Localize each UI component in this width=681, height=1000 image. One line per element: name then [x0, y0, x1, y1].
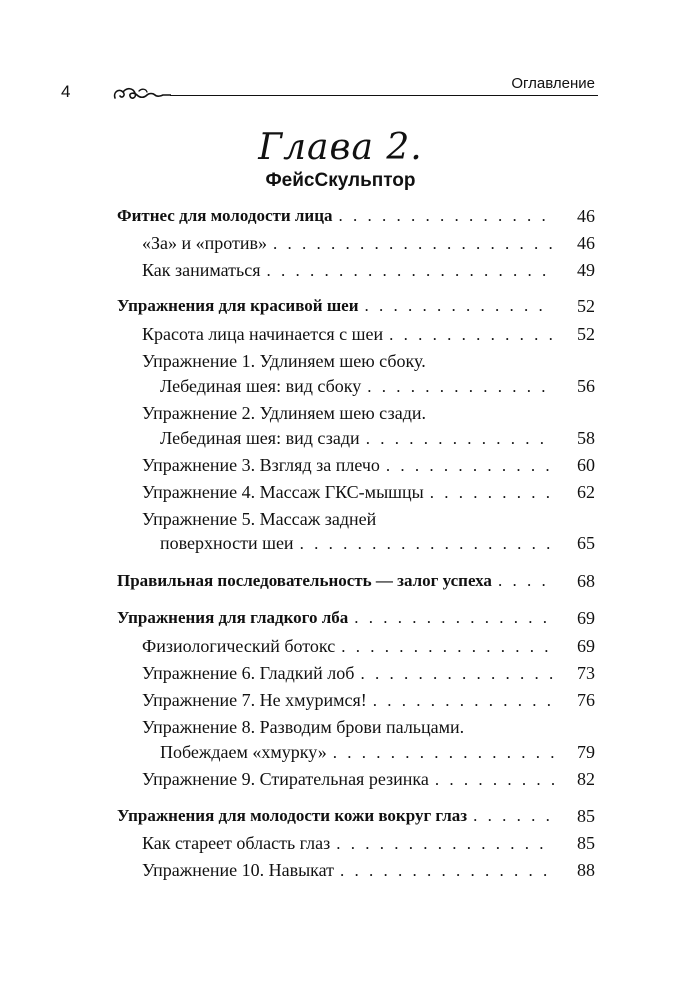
dot-leader [430, 483, 554, 503]
toc-entry-first-line: Упражнение 1. Удлиняем шею сбоку. [142, 351, 426, 371]
dot-leader [373, 691, 554, 711]
toc-page-number: 85 [577, 806, 595, 826]
toc-page-number: 73 [577, 663, 595, 683]
toc-entry-title: Упражнение 3. Взгляд за плечо [142, 455, 380, 475]
dot-leader [360, 664, 554, 684]
toc-section-entry[interactable] [0, 571, 681, 598]
toc-subentry[interactable] [0, 376, 681, 403]
toc-entry-title: Упражнение 4. Массаж ГКС-мышцы [142, 482, 424, 502]
toc-entry-title: Упражнения для молодости кожи вокруг глаз [117, 806, 468, 825]
toc-entry-title: Упражнение 7. Не хмуримся! [142, 690, 367, 710]
toc-entry-title: Как заниматься [142, 260, 261, 280]
toc-page-number: 56 [577, 376, 595, 396]
toc-subentry[interactable] [0, 742, 681, 769]
dot-leader [339, 206, 554, 226]
toc-entry-title: Лебединая шея: вид сзади [160, 428, 360, 448]
toc-page-number: 62 [577, 482, 595, 502]
toc-subentry[interactable] [0, 233, 681, 260]
toc-section-entry[interactable] [0, 608, 681, 635]
toc-subentry[interactable] [0, 428, 681, 455]
dot-leader [273, 234, 554, 254]
toc-page-number: 88 [577, 860, 595, 880]
toc-entry-title: «За» и «против» [142, 233, 268, 253]
toc-entry-first-line: Упражнение 2. Удлиняем шею сзади. [142, 403, 427, 423]
toc-page-number: 68 [577, 571, 595, 591]
toc-subentry[interactable] [0, 324, 681, 351]
dot-leader [336, 834, 554, 854]
toc-page-number: 52 [577, 296, 595, 316]
dot-leader [341, 637, 554, 657]
dot-leader [435, 770, 554, 790]
dot-leader [333, 743, 554, 763]
toc-page-number: 46 [577, 206, 595, 226]
dot-leader [367, 377, 554, 397]
toc-subentry[interactable] [0, 482, 681, 509]
toc-section-entry[interactable] [0, 206, 681, 233]
dot-leader [386, 456, 554, 476]
toc-page-number: 65 [577, 533, 595, 553]
toc-subentry[interactable] [0, 636, 681, 663]
toc-section-entry[interactable] [0, 806, 681, 833]
toc-subentry[interactable] [0, 455, 681, 482]
toc-page-number: 58 [577, 428, 595, 448]
toc-entry-title: Упражнения для красивой шеи [117, 296, 359, 315]
dot-leader [498, 571, 554, 591]
toc-entry-first-line: Упражнение 5. Массаж задней [142, 509, 377, 529]
chapter-subtitle: ФейсСкульптор [265, 170, 416, 191]
toc-page-number: 76 [577, 690, 595, 710]
toc-page-number: 69 [577, 608, 595, 628]
toc-page-number: 60 [577, 455, 595, 475]
running-head: Оглавление [511, 75, 595, 92]
toc-page-number: 82 [577, 769, 595, 789]
toc-entry-title: Красота лица начинается с шеи [142, 324, 384, 344]
toc-subentry[interactable] [0, 533, 681, 560]
dot-leader [389, 325, 554, 345]
toc-page-number: 52 [577, 324, 595, 344]
toc-entry-title: поверхности шеи [160, 533, 294, 553]
toc-entry-title: Лебединая шея: вид сбоку [160, 376, 362, 396]
toc-page-number: 79 [577, 742, 595, 762]
toc-subentry[interactable] [0, 860, 681, 887]
toc-page-number: 85 [577, 833, 595, 853]
toc-subentry[interactable] [0, 690, 681, 717]
dot-leader [473, 806, 554, 826]
dot-leader [365, 296, 554, 316]
toc-entry-title: Как стареет область глаз [142, 833, 331, 853]
dot-leader [366, 429, 554, 449]
toc-page-number: 69 [577, 636, 595, 656]
dot-leader [300, 534, 554, 554]
toc-entry-title: Фитнес для молодости лица [117, 206, 333, 225]
toc-entry-title: Побеждаем «хмурку» [160, 742, 327, 762]
toc-entry-first-line: Упражнение 8. Разводим брови пальцами. [142, 717, 465, 737]
toc-entry-title: Упражнение 6. Гладкий лоб [142, 663, 355, 683]
toc-subentry[interactable] [0, 833, 681, 860]
toc-page-number: 46 [577, 233, 595, 253]
toc-entry-title: Упражнение 9. Стирательная резинка [142, 769, 429, 789]
chapter-title: Глава 2. [258, 127, 423, 168]
toc-page-number: 49 [577, 260, 595, 280]
dot-leader [340, 861, 554, 881]
dot-leader [354, 608, 554, 628]
dot-leader [267, 261, 554, 281]
toc-entry-title: Физиологический ботокс [142, 636, 336, 656]
toc-entry-title: Упражнения для гладкого лба [117, 608, 349, 627]
toc-subentry[interactable] [0, 663, 681, 690]
toc-entry-title: Упражнение 10. Навыкат [142, 860, 335, 880]
toc-section-entry[interactable] [0, 296, 681, 323]
toc-subentry[interactable] [0, 260, 681, 287]
page-number: 4 [61, 82, 71, 101]
toc-entry-title: Правильная последовательность — залог успеха [117, 571, 492, 590]
toc-subentry[interactable] [0, 769, 681, 796]
